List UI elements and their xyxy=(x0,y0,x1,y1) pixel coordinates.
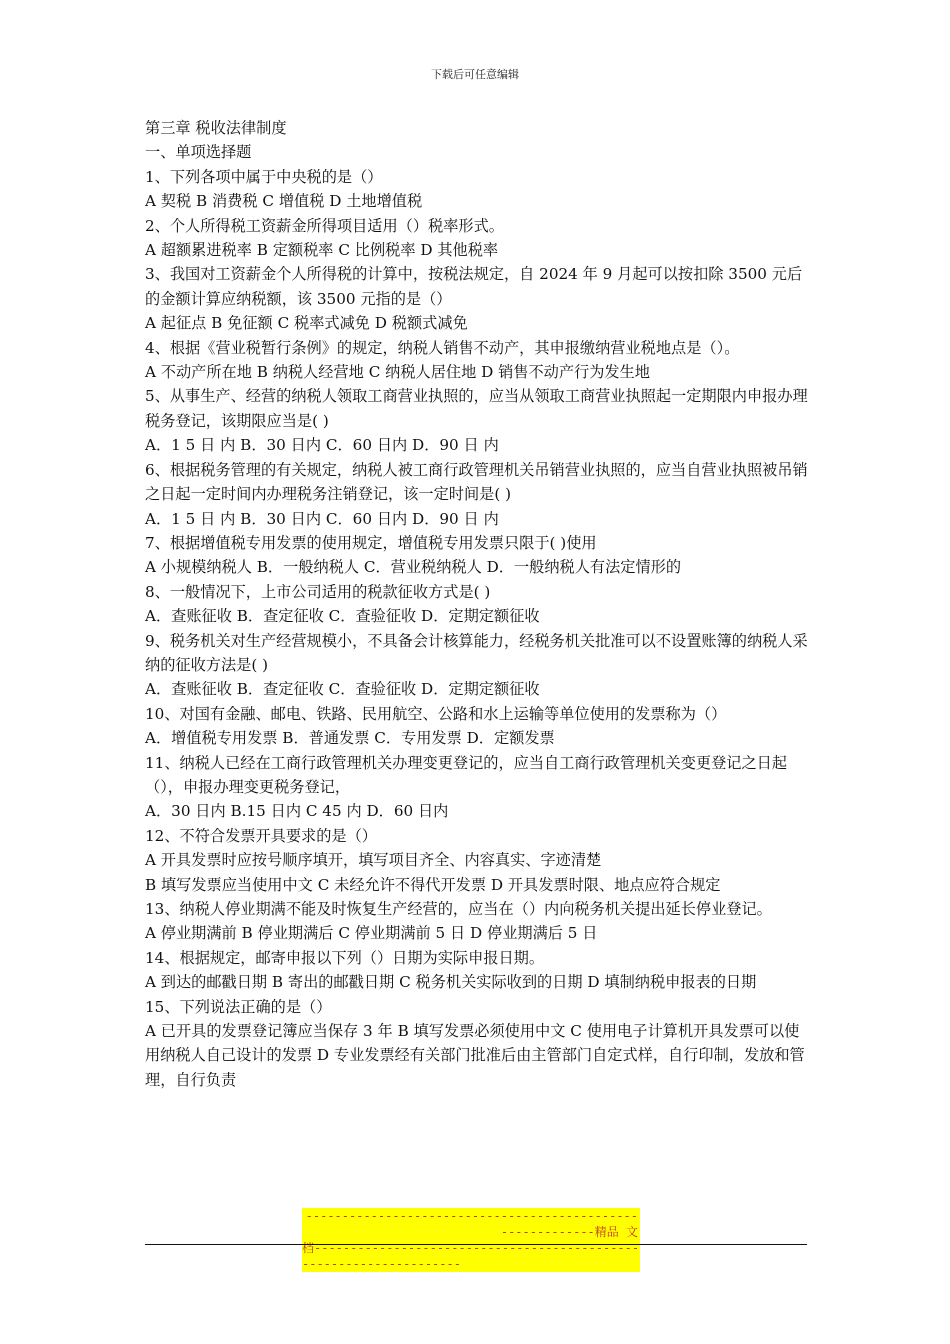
document-body xyxy=(145,116,810,1092)
options-1: A 契税 B 消费税 C 增值税 D 土地增值税 xyxy=(145,192,423,211)
page-header: 下载后可任意编辑 xyxy=(431,68,519,81)
options-2: A 超额累进税率 B 定额税率 C 比例税率 D 其他税率 xyxy=(145,241,499,260)
question-8: 8、一般情况下，上市公司适用的税款征收方式是( ) xyxy=(145,582,491,601)
question-4: 4、根据《营业税暂行条例》的规定，纳税人销售不动产，其申报缴纳营业税地点是（）。 xyxy=(145,338,740,357)
options-9: A．查账征收 B．查定征收 C．查验征收 D．定期定额征收 xyxy=(145,680,540,699)
question-5: 5、从事生产、经营的纳税人领取工商营业执照的，应当从领取工商营业执照起一定期限内申报办理税务登记，该期限应当是( ) xyxy=(145,387,808,430)
footer-line-1: -----------------------------------------------------------精品 文 xyxy=(305,1209,638,1239)
options-10: A．增值税专用发票 B．普通发票 C．专用发票 D．定额发票 xyxy=(145,729,555,748)
options-15: A 已开具的发票登记簿应当保存 3 年 B 填写发票必须使用中文 C 使用电子计算机开具发票可以使用纳税人自己设计的发票 D 专业发票经有关部门批准后由主管部门自定式样，自行印制，发放和管理，自行负责 xyxy=(145,1022,805,1089)
options-12a: A 开具发票时应按号顺序填开，填写项目齐全、内容真实、字迹清楚 xyxy=(145,851,602,870)
question-14: 14、根据规定，邮寄申报以下列（）日期为实际申报日期。 xyxy=(145,948,545,967)
footer-divider xyxy=(145,1244,807,1245)
footer-line-2: 档------------------------------------------------------------------- xyxy=(302,1241,640,1271)
question-7: 7、根据增值税专用发票的使用规定，增值税专用发票只限于( )使用 xyxy=(145,533,597,552)
footer-watermark xyxy=(302,1208,640,1272)
question-15: 15、下列说法正确的是（） xyxy=(145,997,332,1016)
options-12b: B 填写发票应当使用中文 C 未经允许不得代开发票 D 开具发票时限、地点应符合规定 xyxy=(145,875,721,894)
options-5: A．1 5 日 内 B．30 日内 C．60 日内 D．90 日 内 xyxy=(145,436,499,455)
question-1: 1、下列各项中属于中央税的是（） xyxy=(145,167,383,186)
options-14: A 到达的邮戳日期 B 寄出的邮戳日期 C 税务机关实际收到的日期 D 填制纳税申报表的日期 xyxy=(145,973,757,992)
question-2: 2、个人所得税工资薪金所得项目适用（）税率形式。 xyxy=(145,216,504,235)
options-7: A 小规模纳税人 B．一般纳税人 C．营业税纳税人 D．一般纳税人有法定情形的 xyxy=(145,558,682,577)
chapter-title: 第三章 税收法律制度 xyxy=(145,119,287,137)
options-8: A．查账征收 B．查定征收 C．查验征收 D．定期定额征收 xyxy=(145,607,540,626)
question-11: 11、纳税人已经在工商行政管理机关办理变更登记的，应当自工商行政管理机关变更登记之日起（），申报办理变更税务登记， xyxy=(145,753,788,796)
options-3: A 起征点 B 免征额 C 税率式减免 D 税额式减免 xyxy=(145,314,468,333)
options-11: A．30 日内 B.15 日内 C 45 内 D．60 日内 xyxy=(145,802,449,821)
section-heading: 一、单项选择题 xyxy=(145,143,252,162)
question-10: 10、对国有金融、邮电、铁路、民用航空、公路和水上运输等单位使用的发票称为（） xyxy=(145,704,727,723)
question-3: 3、我国对工资薪金个人所得税的计算中，按税法规定，自 2024 年 9 月起可以按扣除 3500 元后的金额计算应纳税额，该 3500 元指的是（） xyxy=(145,265,803,308)
options-13: A 停业期满前 B 停业期满后 C 停业期满前 5 日 D 停业期满后 5 日 xyxy=(145,924,598,943)
question-13: 13、纳税人停业期满不能及时恢复生产经营的，应当在（）内向税务机关提出延长停业登记。 xyxy=(145,900,772,918)
question-12: 12、不符合发票开具要求的是（） xyxy=(145,826,377,845)
options-6: A．1 5 日 内 B．30 日内 C．60 日内 D．90 日 内 xyxy=(145,509,499,528)
question-9: 9、税务机关对生产经营规模小，不具备会计核算能力，经税务机关批准可以不设置账簿的纳税人采纳的征收方法是( ) xyxy=(145,631,808,674)
options-4: A 不动产所在地 B 纳税人经营地 C 纳税人居住地 D 销售不动产行为发生地 xyxy=(145,363,650,382)
question-6: 6、根据税务管理的有关规定，纳税人被工商行政管理机关吊销营业执照的，应当自营业执照被吊销之日起一定时间内办理税务注销登记，该一定时间是( ) xyxy=(145,460,808,504)
